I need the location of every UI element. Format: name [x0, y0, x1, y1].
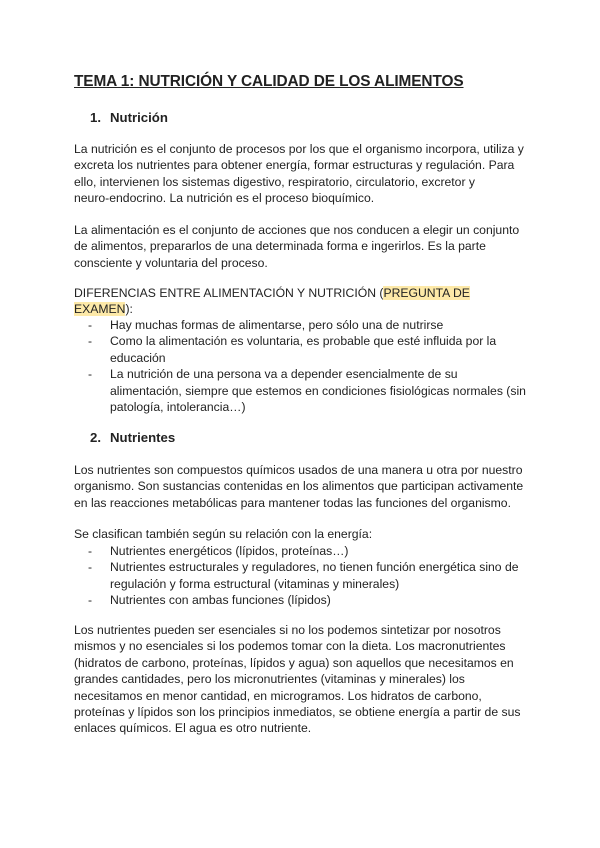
section-number: 1. [90, 110, 101, 125]
paragraph-nutrientes-definition [74, 462, 534, 511]
list-item [88, 543, 538, 559]
paragraph-essential-nutrients [74, 622, 534, 737]
diff-intro-text: DIFERENCIAS ENTRE ALIMENTACIÓN Y NUTRICIÓN ( [74, 286, 384, 300]
text-line: - Nutrientes energéticos (lípidos, proteínas…) [110, 544, 349, 558]
text-line: Los nutrientes pueden ser esenciales si no los podemos sintetizar por nosotros [74, 623, 501, 637]
text-line [74, 285, 534, 301]
text-line: necesitamos en menor cantidad, en microgramos. Los hidratos de carbono, [74, 688, 482, 703]
list-item [88, 333, 538, 366]
section-heading-nutricion [90, 110, 168, 126]
paragraph-alimentacion-definition [74, 222, 534, 271]
differences-list [88, 317, 538, 415]
text-line: grandes cantidades, pero los micronutrientes (vitaminas y minerales) los [74, 672, 465, 687]
text-line: regulación y forma estructural (vitaminas y minerales) [110, 576, 400, 591]
list-item [88, 366, 538, 415]
paragraph-differences-intro [74, 285, 534, 318]
exam-highlight: EXAMEN [74, 302, 126, 317]
list-item [88, 317, 538, 333]
text-line: consciente y voluntaria del proceso. [74, 255, 268, 270]
section-number: 2. [90, 430, 101, 445]
text-line: Los nutrientes son compuestos químicos usados de una manera u otra por nuestro [74, 463, 523, 477]
list-item [88, 559, 538, 592]
text-line: - Como la alimentación es voluntaria, es probable que esté influida por la [110, 334, 497, 349]
section-title: Nutrientes [110, 430, 176, 445]
text-line: mismos y no esenciales si los podemos tomar con la dieta. Los macronutrientes [74, 639, 506, 654]
text-line: proteínas y lípidos son los principios inmediatos, se obtiene energía a partir de sus [74, 705, 521, 720]
text-line: organismo. Son sustancias contenidas en los alimentos que participan activamente [74, 479, 524, 494]
paragraph-classification-intro [74, 526, 534, 542]
section-title: Nutrición [110, 110, 168, 125]
text-line: excreta los nutrientes para obtener energía, formar estructuras y regulación. Para [74, 158, 515, 173]
text-line: La alimentación es el conjunto de acciones que nos conducen a elegir un conjunto [74, 223, 520, 237]
text-line: La nutrición es el conjunto de procesos por los que el organismo incorpora, utiliza y [74, 142, 524, 156]
section-heading-nutrientes [90, 430, 175, 446]
text-line: alimentación, siempre que estemos en condiciones fisiológicas normales (sin [110, 383, 526, 398]
paragraph-nutricion-definition [74, 141, 534, 207]
text-line: - Nutrientes con ambas funciones (lípidos) [110, 593, 331, 608]
classification-list [88, 543, 538, 609]
diff-end-text: ): [125, 302, 133, 317]
text-line: en las reacciones metabólicas para mantener todas las funciones del organismo. [74, 495, 511, 510]
text-line: neuro-endocrino. La nutrición es el proceso bioquímico. [74, 191, 375, 206]
text-line: patología, intolerancia…) [110, 400, 246, 415]
exam-highlight: PREGUNTA DE [383, 286, 470, 300]
text-line: ello, intervienen los sistemas digestivo, respiratorio, circulatorio, excretor y [74, 174, 475, 189]
text-line: (hidratos de carbono, proteínas, lípidos y agua) son aquellos que necesitamos en [74, 655, 514, 670]
list-item [88, 592, 538, 608]
text-line: - Hay muchas formas de alimentarse, pero sólo una de nutrirse [110, 318, 444, 332]
text-line [74, 301, 534, 317]
text-line: educación [110, 350, 166, 365]
text-line: enlaces químicos. El agua es otro nutriente. [74, 721, 312, 736]
text-line: de alimentos, prepararlos de una determinada forma e ingerirlos. Es la parte [74, 239, 486, 254]
text-line: - Nutrientes estructurales y reguladores, no tienen función energética sino de [110, 560, 519, 575]
text-line: - La nutrición de una persona va a depender esencialmente de su [110, 367, 458, 382]
text-line: Se clasifican también según su relación con la energía: [74, 527, 373, 541]
page-title: TEMA 1: NUTRICIÓN Y CALIDAD DE LOS ALIMENTOS [74, 73, 464, 90]
